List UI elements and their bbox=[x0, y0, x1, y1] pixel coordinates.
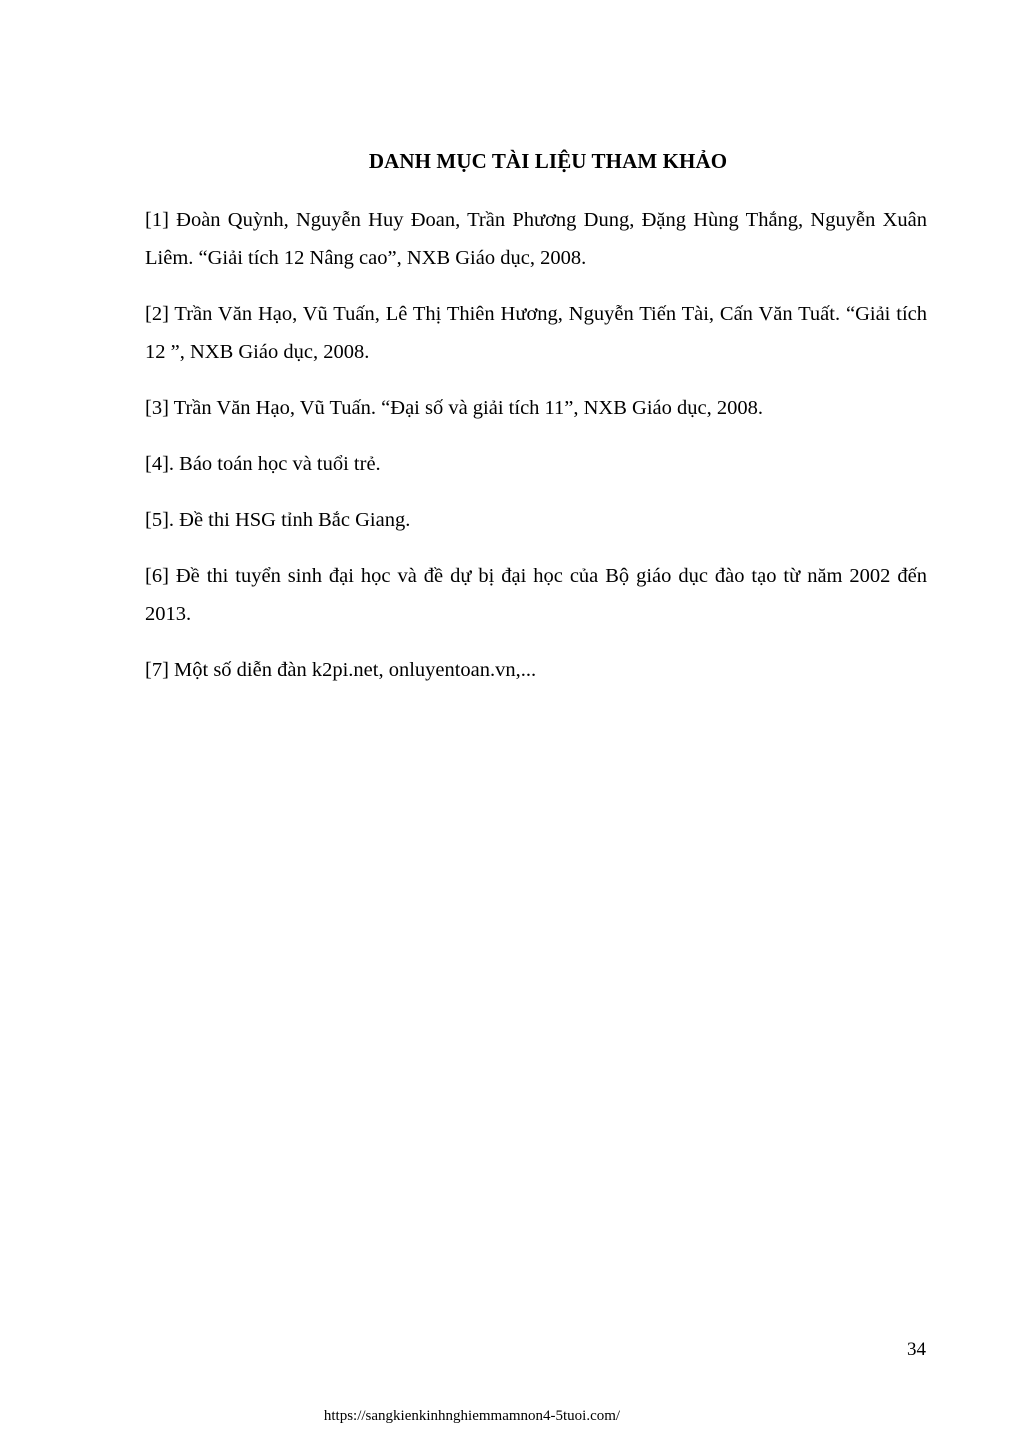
reference-item-2: [2] Trần Văn Hạo, Vũ Tuấn, Lê Thị Thiên Hương, Nguyễn Tiến Tài, Cấn Văn Tuất. “Giải tích 12 ”, NXB Giáo dục, 2008. bbox=[145, 303, 927, 363]
reference-item-5: [5]. Đề thi HSG tỉnh Bắc Giang. bbox=[145, 509, 411, 531]
page-number: 34 bbox=[907, 1339, 926, 1360]
reference-item-3: [3] Trần Văn Hạo, Vũ Tuấn. “Đại số và giải tích 11”, NXB Giáo dục, 2008. bbox=[145, 397, 763, 419]
reference-item-7: [7] Một số diễn đàn k2pi.net, onluyentoan.vn,... bbox=[145, 659, 537, 681]
reference-list bbox=[145, 201, 927, 707]
page-title: DANH MỤC TÀI LIỆU THAM KHẢO bbox=[368, 149, 728, 173]
reference-item-1: [1] Đoàn Quỳnh, Nguyễn Huy Đoan, Trần Phương Dung, Đặng Hùng Thắng, Nguyễn Xuân Liêm. “Giải tích 12 Nâng cao”, NXB Giáo dục, 2008. bbox=[145, 209, 927, 269]
reference-item-6: [6] Đề thi tuyển sinh đại học và đề dự bị đại học của Bộ giáo dục đào tạo từ năm 2002 đến 2013. bbox=[145, 565, 927, 625]
footer-url: https://sangkienkinhnghiemmamnon4-5tuoi.com/ bbox=[323, 1408, 621, 1424]
reference-item-4: [4]. Báo toán học và tuổi trẻ. bbox=[145, 453, 381, 475]
